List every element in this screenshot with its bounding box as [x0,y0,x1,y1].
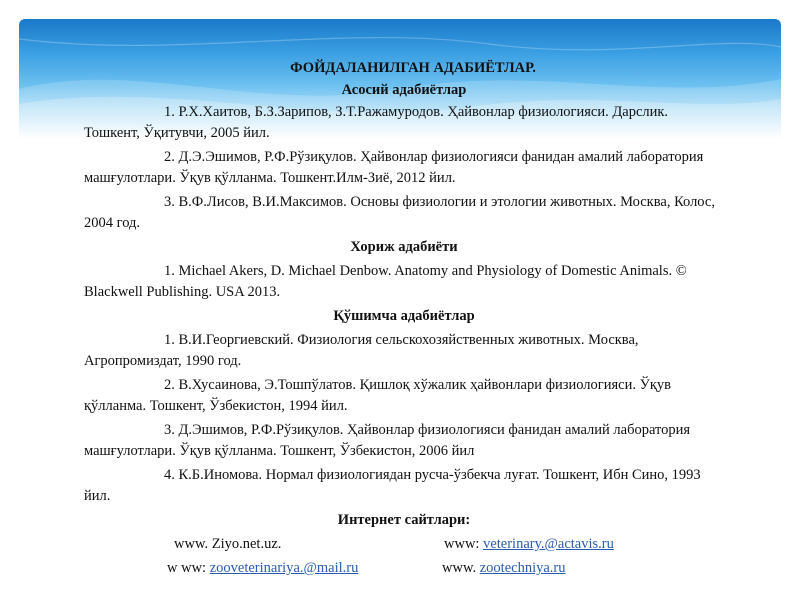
additional-literature-item: 1. В.И.Георгиевский. Физиология сельскохозяйственных животных. Москва, Агропромиздат, 1990 год. [84,332,639,369]
site-zootechniya-prefix: www. [442,560,480,576]
document-content [84,58,724,582]
site-zooveterinariya-prefix: w ww: [167,560,210,576]
site-ziyo [174,534,281,555]
foreign-literature-heading: Хориж адабиёти [350,239,458,255]
zootechniya-link[interactable]: zootechniya.ru [479,560,566,576]
internet-sites-heading: Интернет сайтлари: [337,512,471,528]
site-veterinary [444,534,614,555]
main-literature-heading: Асосий адабиётлар [341,82,467,98]
additional-literature-item: 2. В.Хусаинова, Э.Тошпўлатов. Қишлоқ хўжалик ҳайвонлари физиологияси. Ўқув қўлланма. Тошкент, Ўзбекистон, 1994 йил. [84,377,672,414]
site-zooveterinariya [167,558,358,579]
site-ziyo-text: www. Ziyo.net.uz. [174,536,282,552]
additional-literature-heading: Қўшимча адабиётлар [333,308,475,324]
additional-literature-item: 3. Д.Эшимов, Р.Ф.Рўзиқулов. Ҳайвонлар физиологияси фанидан амалий лаборатория машғулотлари. Ўқув қўлланма. Тошкент, Ўзбекистон, 2006 йил [84,422,691,459]
site-zootechniya [442,558,566,579]
foreign-literature-item: 1. Michael Akers, D. Michael Denbow. Anatomy and Physiology of Domestic Animals. © Blackwell Publishing. USA 2013. [84,263,687,300]
page-title: ФОЙДАЛАНИЛГАН АДАБИЁТЛАР. [290,60,536,76]
site-veterinary-prefix: www: [444,536,484,552]
additional-literature-item: 4. К.Б.Иномова. Нормал физиологиядан русча-ўзбекча луғат. Тошкент, Ибн Сино, 1993 йил. [84,467,701,504]
zooveterinariya-link[interactable]: zooveterinariya.@mail.ru [209,560,359,576]
internet-links [84,534,724,582]
main-literature-item: 2. Д.Э.Эшимов, Р.Ф.Рўзиқулов. Ҳайвонлар физиологияси фанидан амалий лаборатория машғулотлари. Ўқув қўлланма. Тошкент.Илм-Зиё, 2012 йил. [84,149,704,186]
main-literature-item: 1. Р.Х.Хаитов, Б.З.Зарипов, З.Т.Ражамуродов. Ҳайвонлар физиологияси. Дарслик. Тошкент, Ўқитувчи, 2005 йил. [84,104,669,141]
veterinary-link[interactable]: veterinary.@actavis.ru [483,536,614,552]
main-literature-item: 3. В.Ф.Лисов, В.И.Максимов. Основы физиологии и этологии животных. Москва, Колос, 2004 год. [84,194,715,231]
